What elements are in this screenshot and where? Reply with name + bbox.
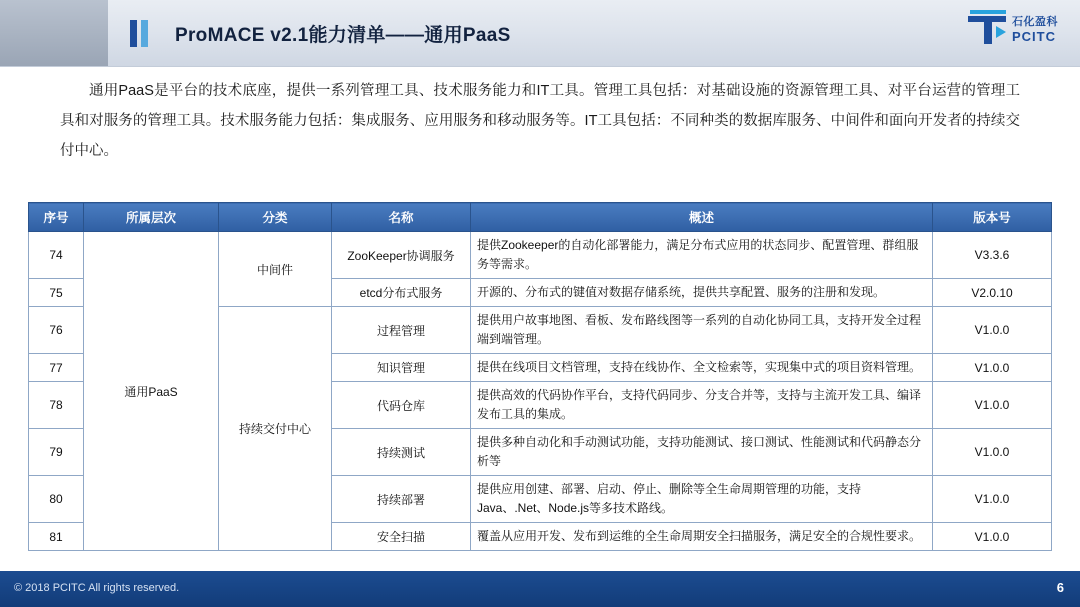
page-number: 6 — [1056, 580, 1064, 595]
cell-name: 过程管理 — [332, 307, 471, 354]
cell-index: 81 — [29, 523, 84, 551]
logo-text-cn: 石化盈科 — [1012, 16, 1058, 28]
cell-version: V1.0.0 — [933, 307, 1052, 354]
column-header-version: 版本号 — [933, 203, 1052, 232]
cell-overview: 提供Zookeeper的自动化部署能力，满足分布式应用的状态同步、配置管理、群组服务等需求。 — [471, 232, 933, 279]
column-header-overview: 概述 — [471, 203, 933, 232]
column-header-name: 名称 — [332, 203, 471, 232]
capability-table-wrapper — [28, 202, 1052, 551]
table-row — [29, 232, 1052, 279]
cell-version: V1.0.0 — [933, 523, 1052, 551]
cell-version: V1.0.0 — [933, 354, 1052, 382]
cell-index: 79 — [29, 429, 84, 476]
cell-index: 74 — [29, 232, 84, 279]
cell-name: 代码仓库 — [332, 382, 471, 429]
cell-overview: 提供用户故事地图、看板、发布路线图等一系列的自动化协同工具，支持开发全过程端到端管理。 — [471, 307, 933, 354]
cell-index: 76 — [29, 307, 84, 354]
cell-index: 75 — [29, 279, 84, 307]
cell-index: 78 — [29, 382, 84, 429]
page-title: ProMACE v2.1能力清单——通用PaaS — [175, 25, 511, 46]
accent-bar-dark — [130, 20, 137, 47]
cell-layer: 通用PaaS — [84, 232, 219, 551]
accent-bar-light — [141, 20, 148, 47]
cell-version: V1.0.0 — [933, 476, 1052, 523]
cell-name: 持续测试 — [332, 429, 471, 476]
cell-index: 80 — [29, 476, 84, 523]
cell-version: V3.3.6 — [933, 232, 1052, 279]
table-header — [29, 203, 1052, 232]
intro-paragraph: 通用PaaS是平台的技术底座，提供一系列管理工具、技术服务能力和IT工具。管理工具包括：对基础设施的资源管理工具、对平台运营的管理工具和对服务的管理工具。技术服务能力包括：集成服务、应用服务和移动服务等。IT工具包括：不同种类的数据库服务、中间件和面向开发者的持续交付中心。 — [60, 83, 1020, 159]
table-header-row — [29, 203, 1052, 232]
company-logo — [966, 10, 1062, 58]
table-body — [29, 232, 1052, 551]
slide-header — [0, 0, 1080, 67]
cell-category: 持续交付中心 — [219, 307, 332, 551]
cell-version: V1.0.0 — [933, 382, 1052, 429]
capability-table — [28, 202, 1052, 551]
logo-text-en: PCITC — [1012, 29, 1056, 44]
cell-index: 77 — [29, 354, 84, 382]
cell-name: ZooKeeper协调服务 — [332, 232, 471, 279]
cell-overview: 覆盖从应用开发、发布到运维的全生命周期安全扫描服务，满足安全的合规性要求。 — [471, 523, 933, 551]
header-left-block — [0, 0, 108, 66]
title-accent-marks — [130, 20, 148, 47]
slide-footer — [0, 571, 1080, 607]
cell-name: 持续部署 — [332, 476, 471, 523]
column-header-index: 序号 — [29, 203, 84, 232]
cell-name: 安全扫描 — [332, 523, 471, 551]
pcitc-arrow-logo-icon — [966, 10, 1008, 46]
cell-version: V1.0.0 — [933, 429, 1052, 476]
cell-name: etcd分布式服务 — [332, 279, 471, 307]
cell-overview: 提供应用创建、部署、启动、停止、删除等全生命周期管理的功能，支持Java、.Net、Node.js等多技术路线。 — [471, 476, 933, 523]
cell-version: V2.0.10 — [933, 279, 1052, 307]
column-header-category: 分类 — [219, 203, 332, 232]
copyright-text: © 2018 PCITC All rights reserved. — [14, 582, 180, 594]
cell-overview: 提供在线项目文档管理，支持在线协作、全文检索等，实现集中式的项目资料管理。 — [471, 354, 933, 382]
cell-overview: 提供多种自动化和手动测试功能，支持功能测试、接口测试、性能测试和代码静态分析等 — [471, 429, 933, 476]
cell-overview: 提供高效的代码协作平台，支持代码同步、分支合并等，支持与主流开发工具、编译发布工具的集成。 — [471, 382, 933, 429]
cell-name: 知识管理 — [332, 354, 471, 382]
column-header-layer: 所属层次 — [84, 203, 219, 232]
cell-category: 中间件 — [219, 232, 332, 307]
cell-overview: 开源的、分布式的键值对数据存储系统，提供共享配置、服务的注册和发现。 — [471, 279, 933, 307]
